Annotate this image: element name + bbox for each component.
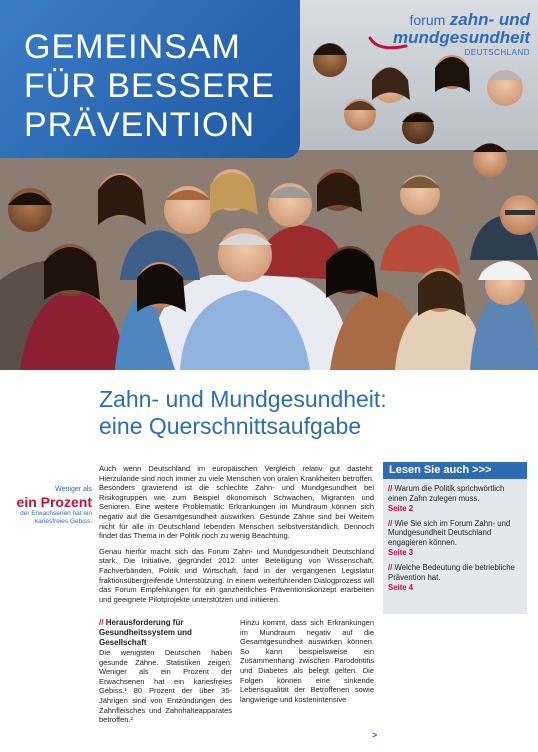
read-also-item-text [388,563,521,583]
paragraph-consequences: Hinzu kommt, dass sich Erkrankungen im Mundraum negativ auf die Gesamtgesundheit auswirken können. So kann beispielsweise ein Zusammenhang zwischen Parodontitis und Diabetes als belegt gelten. Die Folgen können eine sinkende Lebensqualität der Betroffenen sowie langwierige und kostenintensive [240,618,374,704]
logo-zahn-text: zahn- und [449,10,530,29]
item-label: Warum die Politik sprichwörtlich einen Zahn zulegen muss. [388,484,505,503]
section-slash: // [99,618,104,627]
item-slash: // [388,518,393,528]
item-slash: // [388,562,393,572]
side-quote-highlight: ein Prozent [16,494,92,510]
hero-photo [0,0,538,370]
side-quote [6,485,92,526]
logo-forum-text: forum [409,12,446,28]
item-page-ref[interactable]: Seite 2 [388,503,414,513]
side-quote-detail: der Erwachsenen hat ein kariesfreies Gebiss. [20,510,92,525]
paragraph-statistics: Die wenigsten Deutschen haben gesunde Zähne. Statistiken zeigen: Weniger als ein Prozent der Erwachsenen hat ein kariesfreies Gebiss.¹ 80 Prozent der über 35-Jährigen sind von Entzündungen des Zahnfleisches und Zahnhalteapparates betroffen.² [99,648,232,725]
read-also-item[interactable] [383,479,527,514]
paragraph-intro: Auch wenn Deutschland im europäischen Vergleich relativ gut dasteht: Hierzulande sind noch immer zu viele Menschen von oralen Krankheiten betroffen. Besonders gravierend ist die schlechte Zahn- und Mundgesundheit bei Risikogruppen wie zum Beispiel ökonomisch Schwachen, Migranten und Senioren. Eine weitere Problematik: Erkrankungen im Mundraum können sich negativ auf die Gesamtgesundheit auswirken. Gesunde Zähne sind bei Weitem nicht für alle in Deutschland lebenden Menschen selbstverständlich. Dennoch findet das Thema in der Politik noch zu wenig Beachtung. [99,464,374,541]
read-also-item-text [388,519,521,548]
logo-mund-text: mundgesundheit [393,28,530,47]
headline-line-2: FÜR BESSERE [24,67,275,105]
item-slash: // [388,484,393,493]
forum-logo [360,10,530,58]
title-banner [0,0,300,158]
read-also-item[interactable] [383,514,527,558]
headline-line-3: PRÄVENTION [24,106,256,144]
article-body [99,464,374,610]
read-also-item-text [388,484,521,504]
item-label: Wie Sie sich im Forum Zahn- und Mundgesundheit Deutschland engagieren können. [388,518,511,548]
logo-swoosh-icon [368,34,408,54]
article-subtitle [99,386,519,440]
logo-country-text: DEUTSCHLAND [464,48,530,57]
section-heading [99,618,232,648]
item-page-ref[interactable]: Seite 3 [388,547,414,557]
paragraph-initiative: Genau hierfür macht sich das Forum Zahn- und Mundgesundheit Deutschland stark. Die Initiative, gegründet 2012 unter Beteiligung von Wissenschaft, Fachverbänden, Politik und Wirtschaft, fand in der vergangenen Legislatur fraktionsübergreifende Unterstützung. In einem weiterführenden Dialogprozess will das Forum Empfehlungen für ein ganzheitliches Präventionskonzept erarbeiten und geeignete Pilotprojekte unterstützen und initiieren. [99,546,374,604]
side-quote-intro: Weniger als [55,486,92,493]
headline-line-1: GEMEINSAM [24,28,241,66]
read-also-box [383,462,527,614]
read-also-item[interactable] [383,558,527,593]
article-column-right [240,618,374,704]
item-page-ref[interactable]: Seite 4 [388,582,414,592]
item-label: Welche Bedeutung die betriebliche Prävention hat. [388,562,515,582]
article-column-left [99,618,232,725]
subtitle-line-1: Zahn- und Mundgesundheit: [99,386,387,412]
read-also-heading: Lesen Sie auch >>> [383,462,527,479]
subtitle-line-2: eine Querschnittsaufgabe [99,413,362,439]
section-heading-text: Herausforderung für Gesundheitssystem und Gesellschaft [99,618,192,647]
continue-arrow-icon: > [372,730,378,740]
